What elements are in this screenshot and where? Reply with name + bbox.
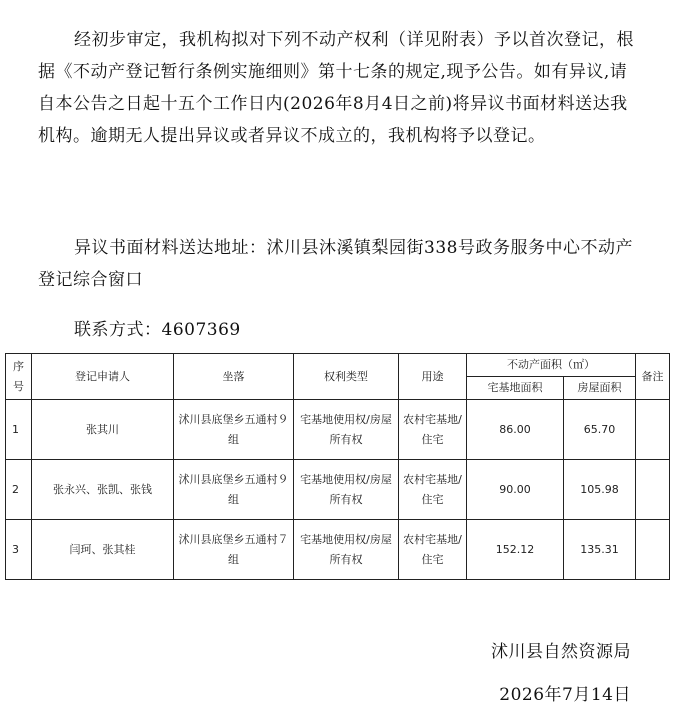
cell-house-area: 105.98 xyxy=(564,460,636,520)
header-homestead-area: 宅基地面积 xyxy=(467,377,564,400)
cell-location: 沭川县底堡乡五通村９组 xyxy=(174,400,294,460)
table-row xyxy=(6,520,670,580)
cell-house-area: 135.31 xyxy=(564,520,636,580)
cell-house-area: 65.70 xyxy=(564,400,636,460)
notice-paragraph-1: 经初步审定，我机构拟对下列不动产权利（详见附表）予以首次登记，根据《不动产登记暂行条例实施细则》第十七条的规定,现予公告。如有异议,请自本公告之日起十五个工作日内(2026年8月4日之前)将异议书面材料送达我机构。逾期无人提出异议或者异议不成立的，我机构将予以登记。 xyxy=(38,30,634,146)
header-applicant: 登记申请人 xyxy=(32,354,174,400)
signature-date: 2026年7月14日 xyxy=(499,685,631,705)
registration-table xyxy=(5,353,670,580)
contact-value: 4607369 xyxy=(161,320,241,340)
contact-line xyxy=(74,314,674,346)
cell-seq: 1 xyxy=(6,400,32,460)
cell-homestead-area: 90.00 xyxy=(467,460,564,520)
header-area: 不动产面积（㎡） xyxy=(467,354,636,377)
cell-remarks xyxy=(636,520,670,580)
cell-right-type: 宅基地使用权/房屋所有权 xyxy=(294,520,399,580)
header-seq: 序号 xyxy=(6,354,32,400)
cell-seq: 3 xyxy=(6,520,32,580)
header-remarks: 备注 xyxy=(636,354,670,400)
cell-usage: 农村宅基地/住宅 xyxy=(399,400,467,460)
cell-location: 沭川县底堡乡五通村７组 xyxy=(174,520,294,580)
header-right-type: 权利类型 xyxy=(294,354,399,400)
cell-homestead-area: 152.12 xyxy=(467,520,564,580)
table-header-row xyxy=(6,354,670,377)
header-house-area: 房屋面积 xyxy=(564,377,636,400)
notice-address-paragraph: 异议书面材料送达地址：沭川县沐溪镇梨园街338号政务服务中心不动产登记综合窗口 xyxy=(38,238,633,290)
table-row xyxy=(6,400,670,460)
cell-remarks xyxy=(636,400,670,460)
cell-usage: 农村宅基地/住宅 xyxy=(399,460,467,520)
header-usage: 用途 xyxy=(399,354,467,400)
contact-label: 联系方式： xyxy=(74,320,162,340)
cell-homestead-area: 86.00 xyxy=(467,400,564,460)
cell-location: 沭川县底堡乡五通村９组 xyxy=(174,460,294,520)
cell-remarks xyxy=(636,460,670,520)
signature-org: 沭川县自然资源局 xyxy=(491,642,631,662)
cell-right-type: 宅基地使用权/房屋所有权 xyxy=(294,400,399,460)
cell-usage: 农村宅基地/住宅 xyxy=(399,520,467,580)
cell-applicant: 闫珂、张其桂 xyxy=(32,520,174,580)
cell-seq: 2 xyxy=(6,460,32,520)
header-location: 坐落 xyxy=(174,354,294,400)
cell-right-type: 宅基地使用权/房屋所有权 xyxy=(294,460,399,520)
cell-applicant: 张永兴、张凯、张钱 xyxy=(32,460,174,520)
cell-applicant: 张其川 xyxy=(32,400,174,460)
table-row xyxy=(6,460,670,520)
